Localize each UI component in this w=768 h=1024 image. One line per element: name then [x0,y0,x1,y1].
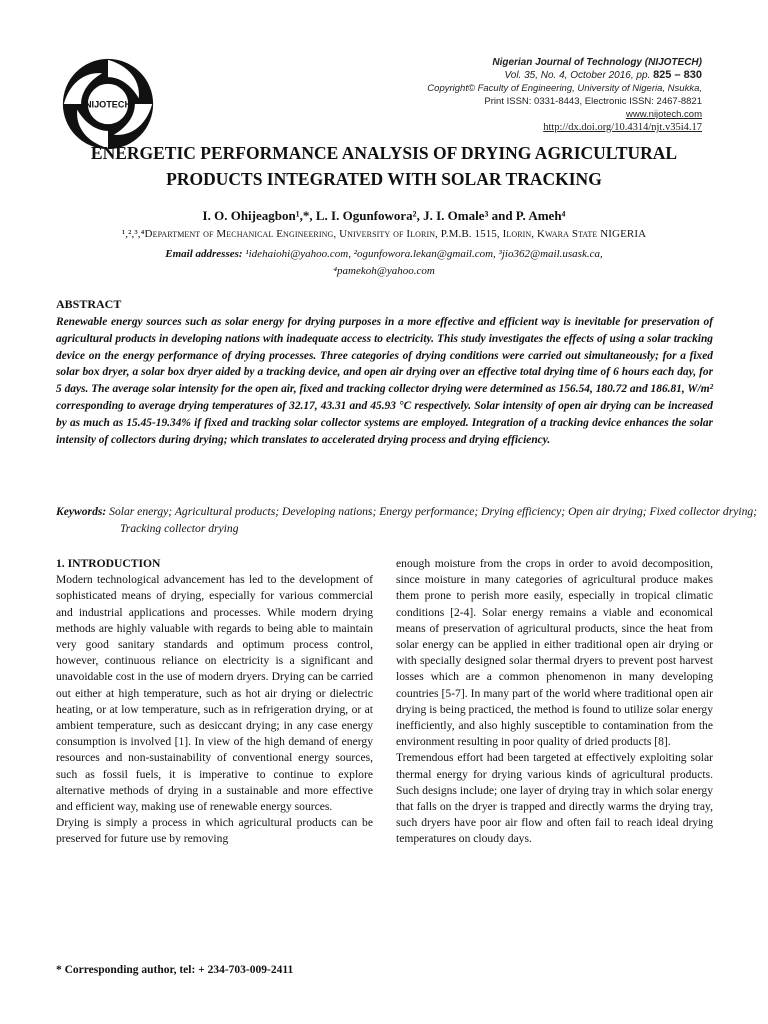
journal-volume: Vol. 35, No. 4, October 2016, pp. 825 – 830 [504,69,702,81]
nijotech-logo [60,56,156,152]
email-addresses [40,246,728,280]
intro-paragraph-2: Drying is simply a process in which agricultural products can be preserved for future use by removing [56,816,373,846]
journal-website-link[interactable]: www.nijotech.com [625,109,702,120]
abstract-heading: ABSTRACT [56,297,122,311]
doi-link[interactable]: http://dx.doi.org/10.4314/njt.v35i4.17 [543,122,702,133]
journal-name: Nigerian Journal of Technology (NIJOTECH) [492,57,702,68]
intro-paragraph-3: enough moisture from the crops in order to avoid decomposition, since moisture in many categories of agricultural produce makes them prone to perish more easily, especially in tropical climatic conditions [2-4]. Solar energy remains a viable and economical means of preservation of agricultural products, since the heat from solar energy can be applied in either traditional open air drying or with specially designed solar thermal dryers to prevent post harvest losses which are a common phenomenon in many developing countries [5-7]. In many part of the world where traditional open air drying is being practiced, the method is found to utilize solar energy inefficiently, and also highly susceptible to contamination from the environment resulting in poor quality of dried products [8]. [396,557,713,749]
keywords-text: Solar energy; Agricultural products; Developing nations; Energy performance; Drying efficiency; Open air drying; Fixed collector drying; Tracking collector drying [106,505,758,535]
journal-info [282,56,702,134]
email-label: Email addresses: [165,248,243,260]
title-line-2: PRODUCTS INTEGRATED WITH SOLAR TRACKING [166,169,602,189]
introduction-heading: 1. INTRODUCTION [56,557,161,570]
abstract-text: Renewable energy sources such as solar energy for drying purposes in a more effective and efficient way is inevitable for preservation of agricultural products in developing nations with inadequate access to electricity. This study investigates the effects of using a solar tracking device on the energy performance of drying processes. Three categories of drying conditions were carried out simultaneously; for a fixed solar box dryer, a solar box dryer aided by a tracking device, and open air drying over an effective total drying time of 6 hours each day, for 5 days. The average solar intensity for the open air, fixed and tracking collector drying were determined as 156.54, 180.72 and 186.81, W/m² corresponding to average drying temperatures of 32.17, 43.31 and 45.93 °C respectively. Solar intensity of open air drying can be increased by as much as 15.45-19.34% if fixed and tracking solar collector systems are employed. Integration of a tracking device enhances the solar intensity of collectors during drying; which translates to accelerated drying process and drying efficiency. [56,316,713,446]
journal-copyright: Copyright© Faculty of Engineering, University of Nigeria, Nsukka, [427,83,702,94]
journal-pages: 825 – 830 [653,69,702,81]
affiliation: ¹,²,³,⁴Department of Mechanical Engineering, University of Ilorin, P.M.B. 1515, Ilorin, Kwara State NIGERIA [121,228,647,240]
title-line-1: ENERGETIC PERFORMANCE ANALYSIS OF DRYING AGRICULTURAL [90,143,678,163]
intro-paragraph-1: Modern technological advancement has led to the development of sophisticated means of drying, especially for various commercial and industrial applications and processes. While modern drying methods are highly valuable with regards to being able to maintain very good sanitary standards and optimum process control, however, continuous reliance on electricity is a significant and unavoidable cost in the use of modern dryers. Drying can be carried out either at high temperature, such as hot air drying or dielectric heating, or at low temperature, such as in refrigeration drying, or at ambient temperature, such as desiccant drying; in any case energy consumption is involved [1]. In view of the high demand of energy resources and non-sustainability of conventional energy sources, such as fossil fuels, it is imperative to continue to explore alternative methods of drying in a sustainable and more effective and efficient way, making use of renewable energy sources. [56,573,373,814]
left-column [56,556,373,848]
email-list-1: ¹idehaiohi@yahoo.com, ²ogunfowora.lekan@gmail.com, ³jio362@mail.usask.ca, [242,248,603,260]
intro-paragraph-4: Tremendous effort had been targeted at effectively exploiting solar thermal energy for drying various kinds of agricultural products. Such designs include; one layer of drying tray in which solar energy that falls on the dryer is trapped and directly warms the drying tray, such dryers have poor air flow and often fail to reach ideal drying temperatures on cloudy days. [396,751,713,846]
keywords-label: Keywords: [56,505,107,518]
paper-title [40,140,728,192]
logo-text: NIJOTECH [84,99,132,110]
keywords [56,503,768,537]
journal-issn: Print ISSN: 0331-8443, Electronic ISSN: 2467-8821 [484,96,702,107]
email-list-2: ⁴pamekoh@yahoo.com [333,265,435,277]
right-column [396,556,713,848]
corresponding-author-footnote: * Corresponding author, tel: + 234-703-009-2411 [56,964,294,976]
authors: I. O. Ohijeagbon¹,*, L. I. Ogunfowora², J. I. Omale³ and P. Ameh⁴ [202,208,566,223]
